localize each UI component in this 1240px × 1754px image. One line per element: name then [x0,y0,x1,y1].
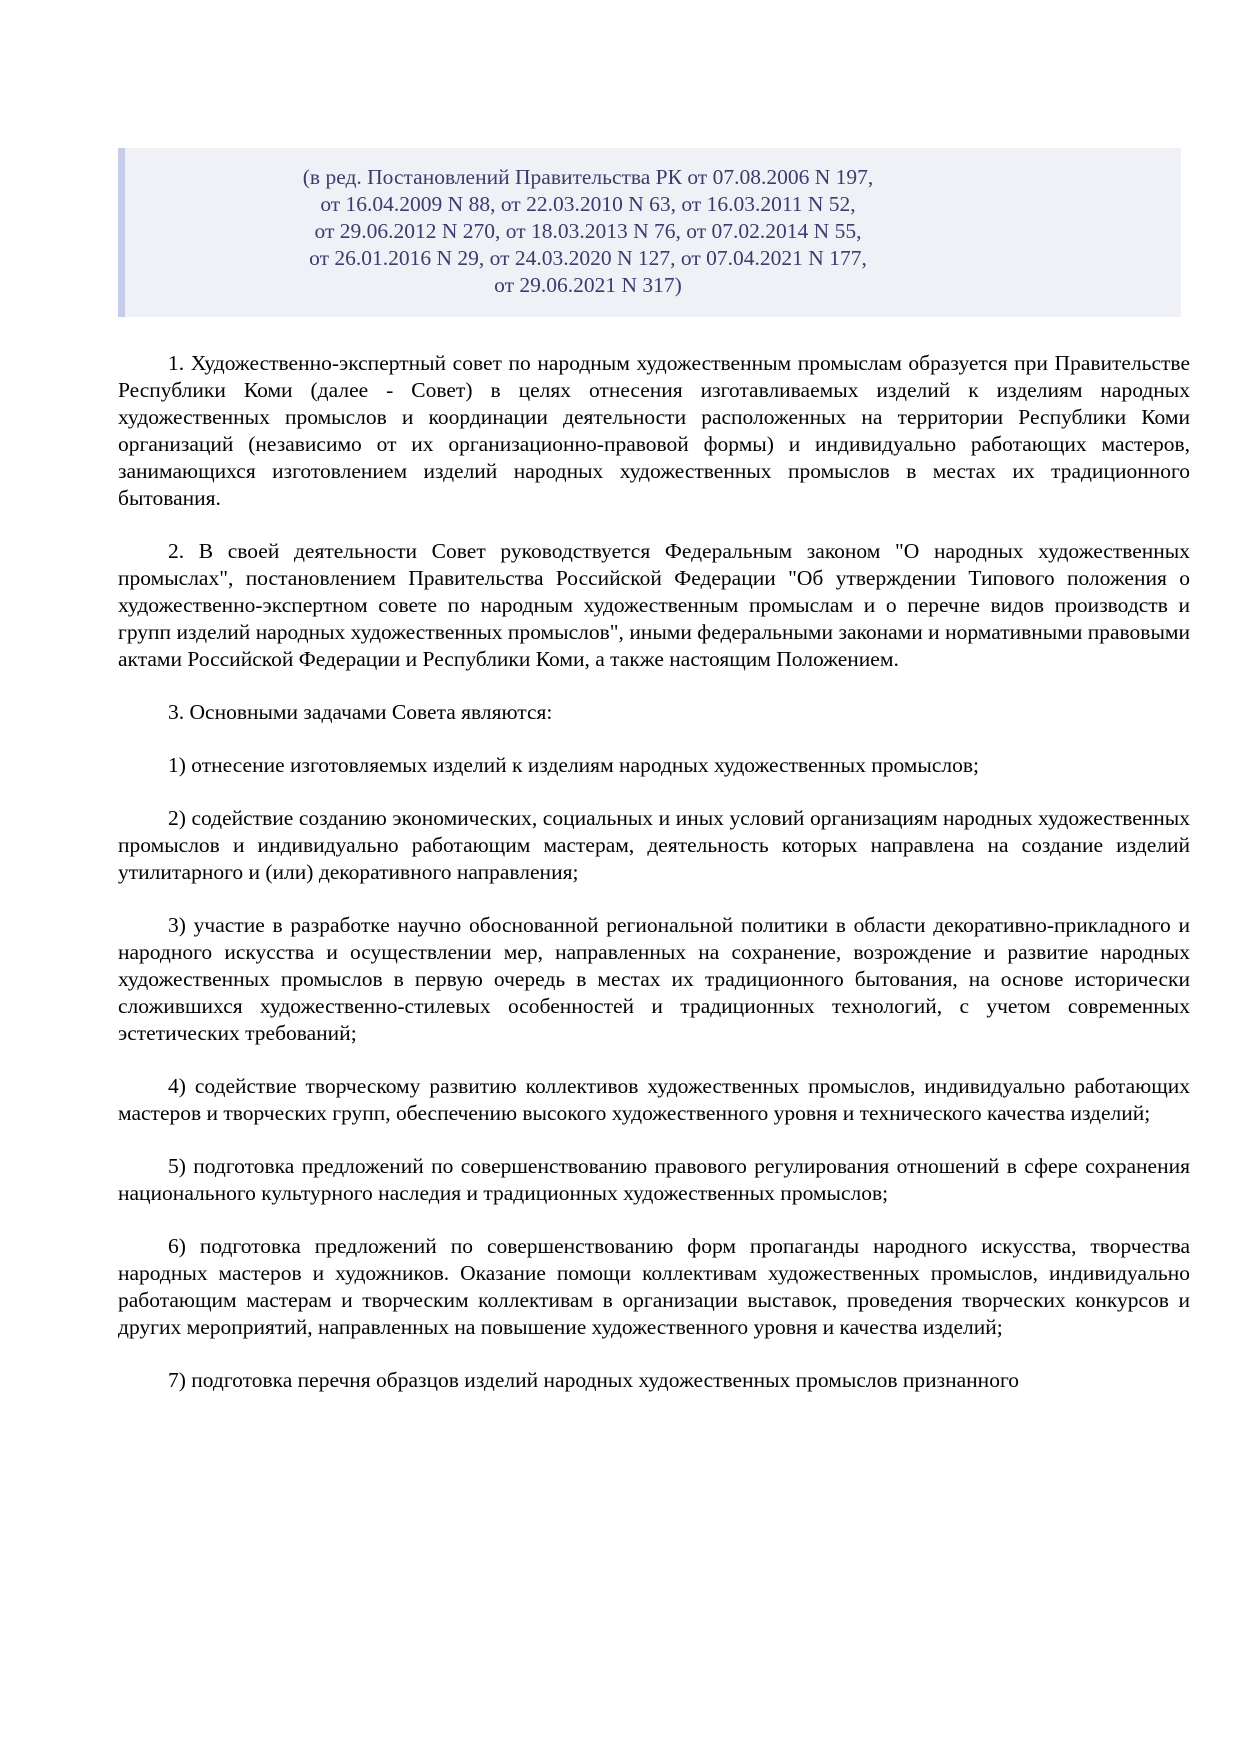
paragraph-1: 1. Художественно-экспертный совет по народным художественным промыслам образуется при Правительстве Республики Коми (далее - Совет) в целях отнесения изготавливаемых изделий к изделиям народных художественных промыслов и координации деятельности расположенных на территории Республики Коми организаций (независимо от их организационно-правовой формы) и индивидуально работающих мастеров, занимающихся изготовлением изделий народных художественных промыслов в местах их традиционного бытования. [118,351,1190,510]
amendment-note-text [125,164,1051,299]
task-item-7: 7) подготовка перечня образцов изделий народных художественных промыслов признанного [168,1368,1019,1392]
paragraph-2: 2. В своей деятельности Совет руководствуется Федеральным законом "О народных художественных промыслах", постановлением Правительства Российской Федерации "Об утверждении Типового положения о художественно-экспертном совете по народным художественным промыслам и о перечне видов производств и групп изделий народных художественных промыслов", иными федеральными законами и нормативными правовыми актами Российской Федерации и Республики Коми, а также настоящим Положением. [118,539,1190,671]
task-item-2: 2) содействие созданию экономических, социальных и иных условий организациям народных художественных промыслов и индивидуально работающим мастерам, деятельность которых направлена на создание изделий утилитарного и (или) декоративного направления; [118,806,1190,884]
task-item-5: 5) подготовка предложений по совершенствованию правового регулирования отношений в сфере сохранения национального культурного наследия и традиционных художественных промыслов; [118,1154,1190,1205]
amendment-line: (в ред. Постановлений Правительства РК от 07.08.2006 N 197, [302,165,874,189]
amendment-line: от 29.06.2012 N 270, от 18.03.2013 N 76, от 07.02.2014 N 55, [314,219,862,243]
task-item-4: 4) содействие творческому развитию коллективов художественных промыслов, индивидуально работающих мастеров и творческих групп, обеспечению высокого художественного уровня и технического качества изделий; [118,1074,1190,1125]
task-item-1: 1) отнесение изготовляемых изделий к изделиям народных художественных промыслов; [168,753,980,777]
document-body [118,350,1190,1394]
amendment-line: от 26.01.2016 N 29, от 24.03.2020 N 127, от 07.04.2021 N 177, [309,246,867,270]
amendment-note-box [118,148,1181,317]
amendment-line: от 29.06.2021 N 317) [494,273,682,297]
task-item-3: 3) участие в разработке научно обоснованной региональной политики в области декоративно-прикладного и народного искусства и осуществлении мер, направленных на сохранение, возрождение и развитие народных художественных промыслов в первую очередь в местах их традиционного бытования, на основе исторически сложившихся художественно-стилевых особенностей и традиционных технологий, с учетом современных эстетических требований; [118,913,1190,1045]
task-item-6: 6) подготовка предложений по совершенствованию форм пропаганды народного искусства, творчества народных мастеров и художников. Оказание помощи коллективам художественных промыслов, индивидуально работающим мастерам и творческим коллективам в организации выставок, проведения творческих конкурсов и других мероприятий, направленных на повышение художественного уровня и качества изделий; [118,1234,1190,1339]
amendment-line: от 16.04.2009 N 88, от 22.03.2010 N 63, от 16.03.2011 N 52, [320,192,856,216]
paragraph-3: 3. Основными задачами Совета являются: [168,700,553,724]
